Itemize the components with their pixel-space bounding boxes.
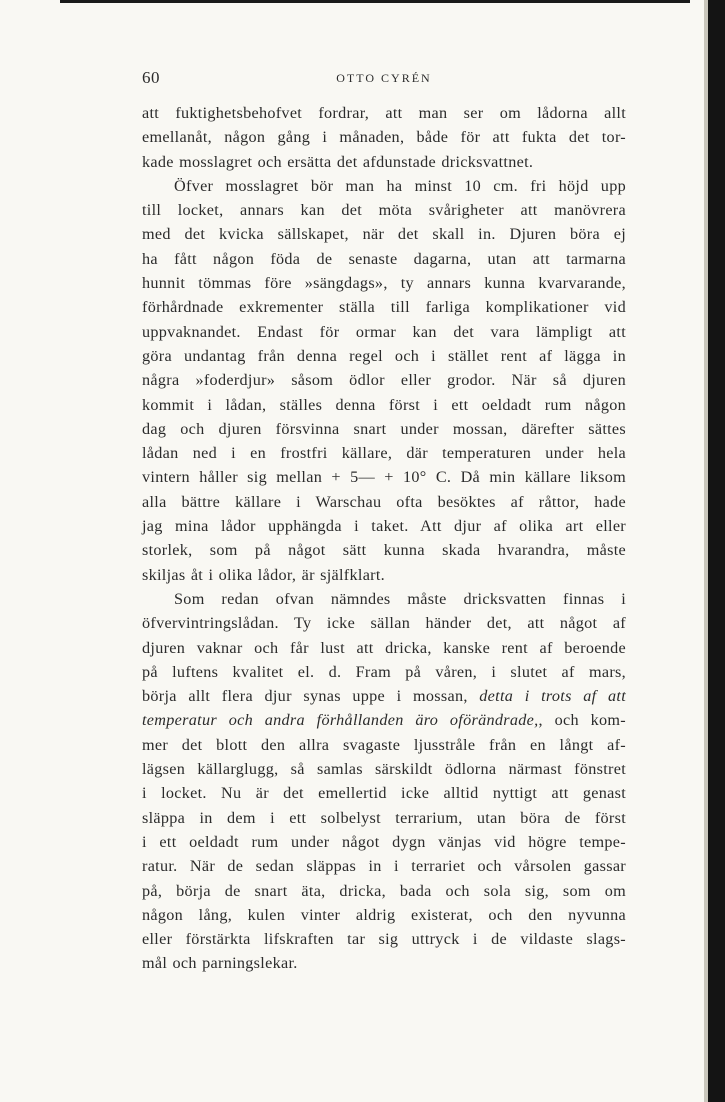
text-line: emellanåt, någon gång i månaden, både för att fukta det tor- xyxy=(142,128,626,147)
text-line: förhårdnade exkrementer ställa till farliga komplikationer vid xyxy=(142,298,626,317)
text-line: skiljas åt i olika lådor, är själfklart. xyxy=(142,565,386,584)
text-line: någon lång, kulen vinter aldrig existerat, och den nyvunna xyxy=(142,905,626,924)
text-line: på luftens kvalitet el. d. Fram på våren, i slutet af mars, xyxy=(142,662,626,681)
text-line: lådan ned i en frostfri källare, där temperaturen under hela xyxy=(142,444,626,463)
text-line: dag och djuren försvinna snart under mossan, därefter sättes xyxy=(142,419,626,438)
text-line: Som redan ofvan nämndes måste dricksvatten finnas i xyxy=(174,589,626,608)
text-line-mixed xyxy=(142,684,626,708)
running-head: OTTO CYRÉN xyxy=(336,71,432,85)
text-line: Öfver mosslagret bör man ha minst 10 cm. fri höjd upp xyxy=(174,176,626,195)
text-line: storlek, som på något sätt kunna skada hvarandra, måste xyxy=(142,541,626,560)
text-line: alla bättre källare i Warschau ofta besöktes af råttor, hade xyxy=(142,492,626,511)
scan-edge-right xyxy=(708,0,725,1102)
text-line: till locket, annars kan det möta svårigheter att manövrera xyxy=(142,201,626,220)
text-line: ha fått någon föda de senaste dagarna, utan att tarmarna xyxy=(142,249,626,268)
text-line-mixed xyxy=(142,708,626,732)
text-line: mer det blott den allra svagaste ljusstråle från en långt af- xyxy=(142,735,626,754)
italic-fragment: temperatur och andra förhållanden äro oförändrade, xyxy=(142,711,539,730)
text-line: hunnit tömmas före »sängdags», ty annars kunna kvarvarande, xyxy=(142,274,626,293)
text-fragment: börja allt flera djur synas uppe i mossan, xyxy=(142,687,468,706)
text-line: ratur. När de sedan släppas in i terrariet och vårsolen gassar xyxy=(142,857,626,876)
text-line: jag mina lådor upphängda i taket. Att djur af olika art eller xyxy=(142,517,626,536)
text-line: i locket. Nu är det emellertid icke alltid nyttigt att genast xyxy=(142,784,626,803)
text-line: kade mosslagret och ersätta det afdunstade dricksvattnet. xyxy=(142,152,534,171)
text-line: att fuktighetsbehofvet fordrar, att man ser om lådorna allt xyxy=(142,104,626,122)
scan-edge-top xyxy=(60,0,690,3)
text-line: göra undantag från denna regel och i stället rent af lägga in xyxy=(142,346,626,365)
text-line: kommit i lådan, ställes denna först i ett oeldadt rum någon xyxy=(142,395,626,414)
page-number: 60 xyxy=(142,68,160,87)
text-line: släppa in dem i ett solbelyst terrarium, utan böra de först xyxy=(142,808,626,827)
text-line: några »foderdjur» såsom ödlor eller grodor. När så djuren xyxy=(142,371,626,390)
text-line: eller förstärkta lifskraften tar sig uttryck i de vildaste slags- xyxy=(142,930,626,949)
text-fragment: , och kom- xyxy=(538,711,626,730)
text-line: vintern håller sig mellan + 5— + 10° C. Då min källare liksom xyxy=(142,468,626,487)
text-line: på, börja de snart äta, dricka, bada och sola sig, som om xyxy=(142,881,626,900)
text-line: med det kvicka sällskapet, när det skall in. Djuren böra ej xyxy=(142,225,626,244)
text-line: uppvaknandet. Endast för ormar kan det vara lämpligt att xyxy=(142,322,626,341)
text-line: i ett oeldadt rum under något dygn vänjas vid högre tempe- xyxy=(142,832,626,851)
text-line: djuren vaknar och får lust att dricka, kanske rent af beroende xyxy=(142,638,626,657)
text-line: mål och parningslekar. xyxy=(142,954,298,973)
text-line: öfvervintringslådan. Ty icke sällan händer det, att något af xyxy=(142,614,626,633)
text-line: lägsen källarglugg, så samlas särskildt ödlorna närmast fönstret xyxy=(142,760,626,779)
page-header xyxy=(142,68,626,90)
italic-fragment: detta i trots af att xyxy=(479,687,626,706)
body-text xyxy=(142,101,626,976)
